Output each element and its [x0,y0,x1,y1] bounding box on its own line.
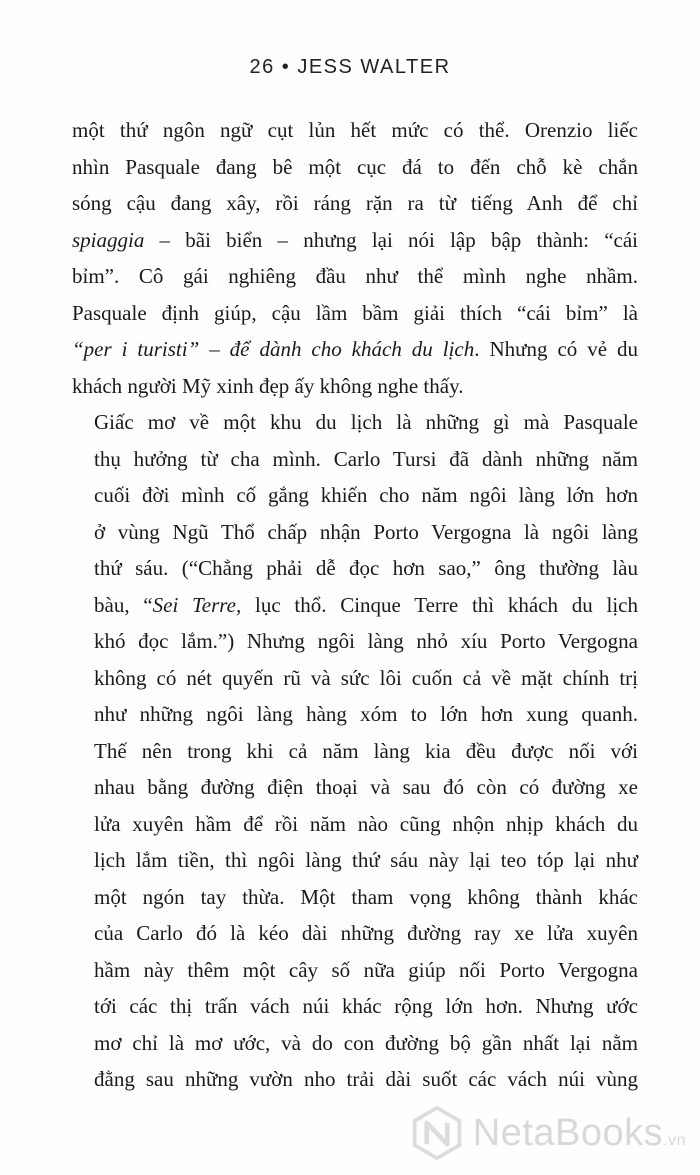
text-line: một ngón tay thừa. Một tham vọng không thành khác [94,884,638,909]
text-line: cuối đời mình cố gắng khiến cho năm ngôi làng lớn hơn [94,483,638,507]
text-line: khách người Mỹ xinh đẹp ấy không nghe thấy. [72,373,464,398]
text-line: sóng cậu đang xây, rồi ráng rặn ra từ tiếng Anh để chỉ [72,191,638,215]
watermark-text: NetaBooks.vn [472,1111,686,1154]
text-line: lịch lắm tiền, thì ngôi làng thứ sáu này lại teo tóp lại như [94,848,638,872]
watermark [409,1105,686,1161]
body-text [72,112,638,1098]
netabooks-logo-icon [409,1105,465,1161]
text-line: mơ chỉ là mơ ước, và do con đường bộ gần nhất lại nằm [94,1030,638,1055]
text-line: của Carlo đó là kéo dài những đường ray xe lửa xuyên [94,921,638,945]
text-line: đằng sau những vườn nho trải dài suốt các vách núi vùng [94,1067,638,1091]
text-line: một thứ ngôn ngữ cụt lủn hết mức có thể. Orenzio liếc [72,118,638,142]
text-line: khó đọc lắm.”) Nhưng ngôi làng nhỏ xíu Porto Vergogna [94,629,638,653]
text-line: Giấc mơ về một khu du lịch là những gì mà Pasquale [94,410,638,434]
text-line: không có nét quyến rũ và sức lôi cuốn cả về mặt chính trị [94,665,638,690]
running-head: 26 • JESS WALTER [249,56,451,78]
text-line: nhau bằng đường điện thoại và sau đó còn có đường xe [94,775,638,799]
paragraph [72,112,638,404]
text-line: Pasquale định giúp, cậu lầm bầm giải thích “cái bỉm” là [72,300,638,325]
text-line: nhìn Pasquale đang bê một cục đá to đến chỗ kè chắn [72,154,638,179]
text-line: “per i turisti” – để dành cho khách du lịch. Nhưng có vẻ du [72,337,638,361]
text-line: như những ngôi làng hàng xóm to lớn hơn xung quanh. [94,702,638,726]
text-line: tới các thị trấn vách núi khác rộng lớn hơn. Nhưng ước [94,994,638,1018]
text-line: thứ sáu. (“Chẳng phải dễ đọc hơn sao,” ông thường làu [94,556,638,580]
text-line: hầm này thêm một cây số nữa giúp nối Porto Vergogna [94,957,638,982]
text-line: lửa xuyên hầm để rồi năm nào cũng nhộn nhịp khách du [94,811,638,836]
text-line: Thế nên trong khi cả năm làng kia đều được nối với [94,738,638,763]
text-line: bỉm”. Cô gái nghiêng đầu như thể mình nghe nhầm. [72,264,638,288]
text-line: ở vùng Ngũ Thổ chấp nhận Porto Vergogna là ngôi làng [94,519,638,544]
text-line: thụ hưởng từ cha mình. Carlo Tursi đã dành những năm [94,446,638,471]
text-line: bàu, “Sei Terre, lục thổ. Cinque Terre thì khách du lịch [94,592,638,617]
text-line: spiaggia – bãi biển – nhưng lại nói lập bập thành: “cái [72,227,638,252]
paragraph [72,404,638,1098]
